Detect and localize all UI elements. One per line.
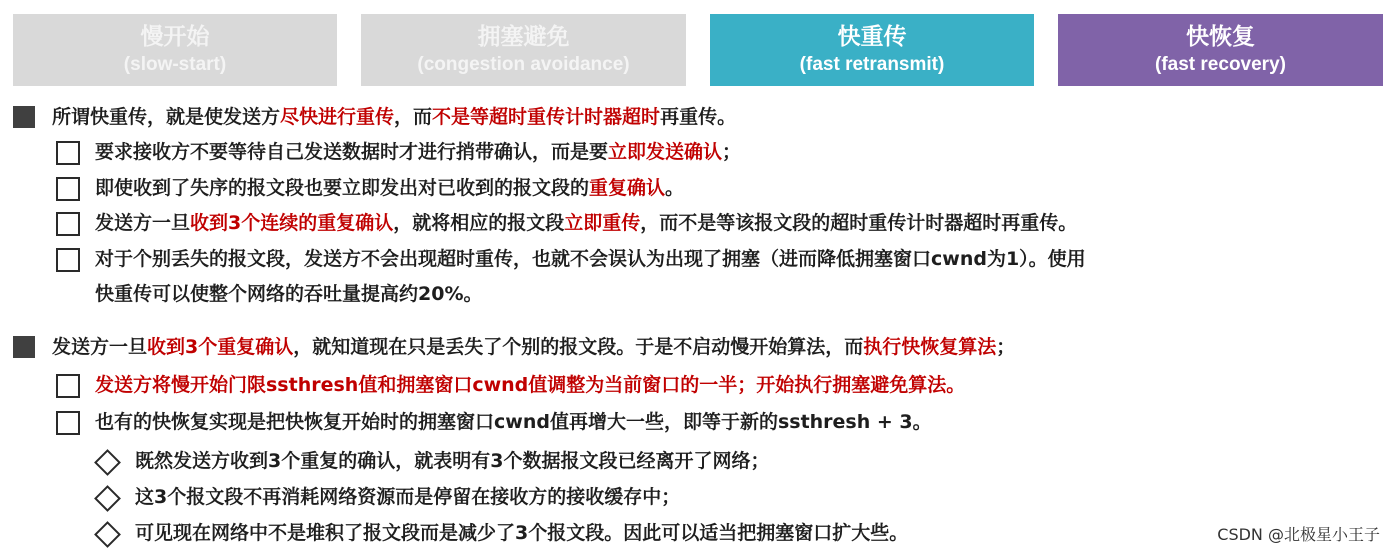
highlight-run: 重复确认 — [589, 177, 666, 199]
text-run: ，就将相应的报文段 — [393, 212, 565, 234]
highlight-run: 立即发送确认 — [608, 141, 723, 163]
highlight-run: 执行快恢复算法 — [863, 336, 997, 358]
text-run: 对于个别丢失的报文段，发送方不会出现超时重传，也就不会误认为出现了拥塞（进而降低拥塞窗口cwnd为1）。使用 — [95, 248, 1086, 270]
section1-item-1 — [95, 137, 741, 167]
highlight-run: 收到3个重复确认 — [147, 336, 294, 358]
empty-square-bullet-icon — [56, 374, 80, 398]
tab-subtitle: (congestion avoidance) — [417, 54, 630, 75]
section2-item-2: 也有的快恢复实现是把快恢复开始时的拥塞窗口cwnd值再增大一些，即等于新的ssthresh + 3。 — [95, 411, 932, 433]
section1-item-3 — [95, 208, 1077, 238]
text-run: 即使收到了失序的报文段也要立即发出对已收到的报文段的 — [95, 177, 590, 199]
diamond-bullet-icon — [94, 449, 121, 476]
text-run: 要求接收方不要等待自己发送数据时才进行捎带确认，而是要 — [95, 141, 609, 163]
text-run: ； — [996, 336, 1016, 358]
empty-square-bullet-icon — [56, 411, 80, 435]
section1-main-text — [52, 102, 736, 132]
highlight-run: 收到3个连续的重复确认 — [190, 212, 394, 234]
highlight-run: 立即重传 — [564, 212, 641, 234]
section2-subitem-2: 这3个报文段不再消耗网络资源而是停留在接收方的接收缓存中； — [135, 486, 681, 508]
empty-square-bullet-icon — [56, 248, 80, 272]
empty-square-bullet-icon — [56, 141, 80, 165]
tab-title: 快恢复 — [1186, 24, 1255, 50]
diamond-bullet-icon — [94, 521, 121, 548]
text-run: 。 — [665, 177, 685, 199]
section1-item-4-continued: 快重传可以使整个网络的吞吐量提高约20%。 — [95, 283, 483, 305]
text-run: ，就知道现在只是丢失了个别的报文段。于是不启动慢开始算法，而 — [293, 336, 864, 358]
filled-square-bullet-icon — [13, 106, 35, 128]
text-run: 发送方一旦 — [95, 212, 191, 234]
diamond-bullet-icon — [94, 485, 121, 512]
empty-square-bullet-icon — [56, 177, 80, 201]
highlight-run: 尽快进行重传 — [280, 106, 395, 128]
section1-item-4 — [95, 244, 1086, 274]
tab-subtitle: (slow-start) — [123, 54, 227, 75]
highlight-run: 不是等超时重传计时器超时 — [432, 106, 661, 128]
tab-subtitle: (fast recovery) — [1155, 54, 1286, 75]
text-run: 发送方一旦 — [52, 336, 148, 358]
empty-square-bullet-icon — [56, 212, 80, 236]
tab-title: 拥塞避免 — [477, 24, 570, 50]
text-run: ，而不是等该报文段的超时重传计时器超时再重传。 — [640, 212, 1078, 234]
section2-item-1: 发送方将慢开始门限ssthresh值和拥塞窗口cwnd值调整为当前窗口的一半；开始执行拥塞避免算法。 — [95, 374, 966, 396]
section2-subitem-1: 既然发送方收到3个重复的确认，就表明有3个数据报文段已经离开了网络； — [135, 450, 770, 472]
text-run: ； — [722, 141, 742, 163]
section2-main-text — [52, 332, 1015, 362]
filled-square-bullet-icon — [13, 336, 35, 358]
text-run: 再重传。 — [660, 106, 737, 128]
text-run: ，而 — [394, 106, 433, 128]
section1-item-2 — [95, 173, 684, 203]
tab-title: 慢开始 — [140, 24, 210, 50]
tab-subtitle: (fast retransmit) — [799, 54, 945, 75]
tab-title: 快重传 — [837, 24, 907, 50]
section2-subitem-3: 可见现在网络中不是堆积了报文段而是减少了3个报文段。因此可以适当把拥塞窗口扩大些。 — [135, 522, 909, 544]
csdn-watermark: CSDN @北极星小王子 — [1217, 525, 1380, 544]
text-run: 所谓快重传，就是使发送方 — [52, 106, 281, 128]
